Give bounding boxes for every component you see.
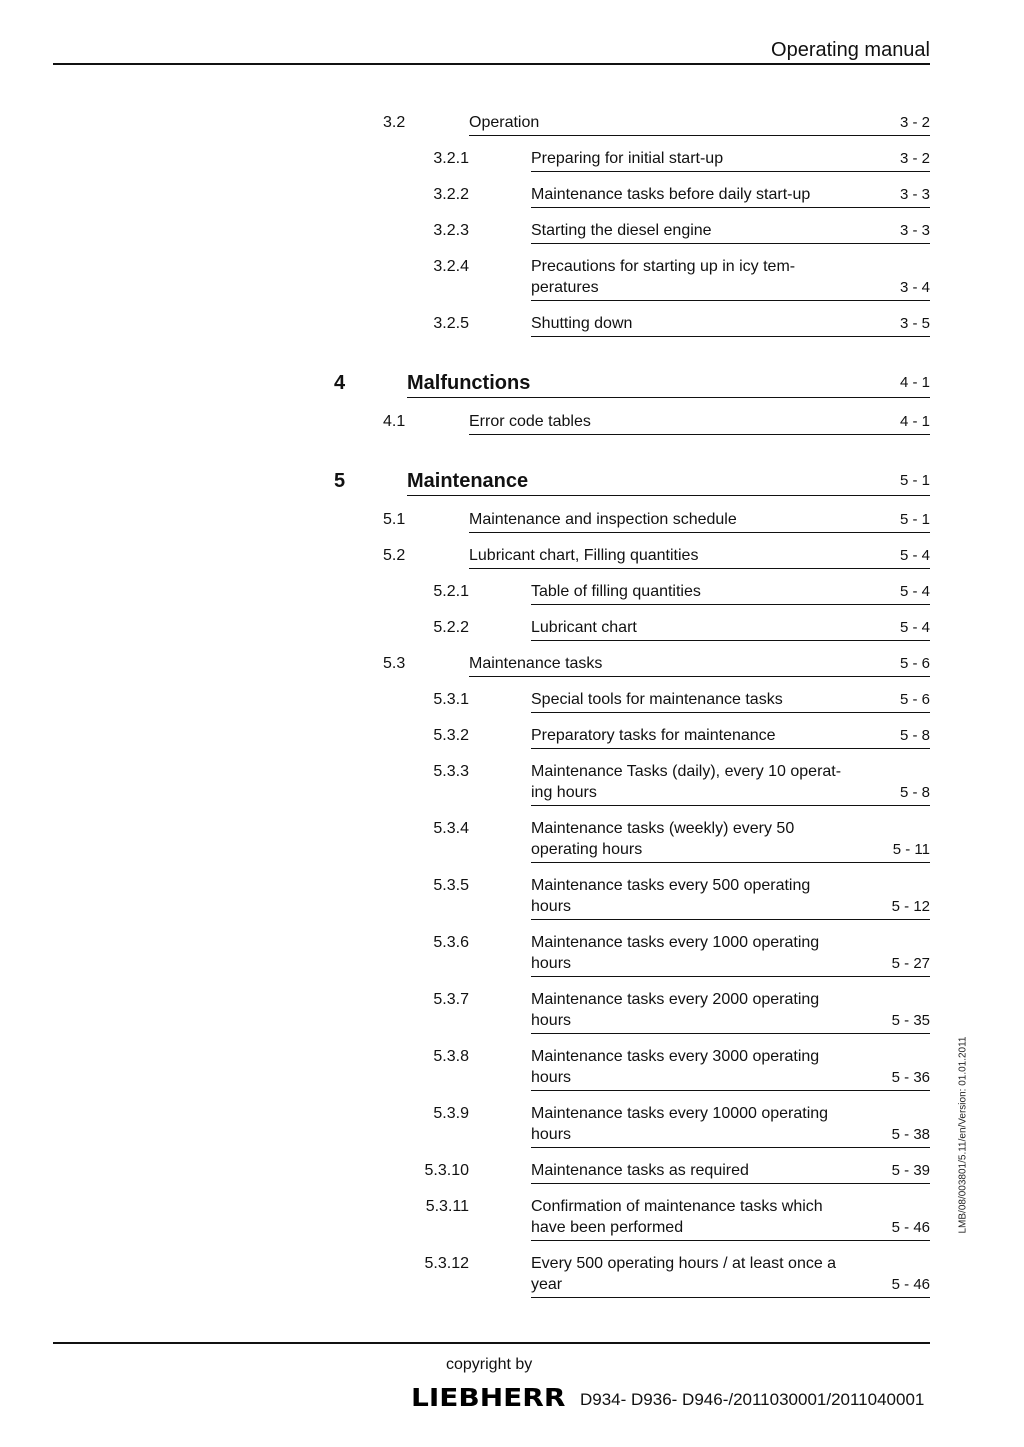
toc-entry-title-line: Maintenance and inspection schedule	[469, 511, 737, 528]
toc-entry-title	[469, 545, 930, 569]
toc-entry-title-line: Malfunctions	[407, 372, 531, 394]
toc-entry-title-line: hours	[531, 1126, 572, 1143]
toc-entry-title-line: Maintenance tasks every 10000 operating	[531, 1105, 829, 1122]
toc-entry-title-line: operating hours	[531, 841, 643, 858]
toc-entry-page: 5 - 35	[891, 1012, 930, 1029]
toc-entry-number: 5.3.2	[433, 727, 469, 744]
footer-rule	[53, 1342, 930, 1344]
toc-entry-number: 3.2.1	[433, 150, 469, 167]
toc-entry-number: 3.2	[383, 114, 406, 131]
toc-entry-title-line: peratures	[531, 279, 599, 296]
toc-entry-title-line: Starting the diesel engine	[531, 222, 712, 239]
toc-entry-title-line: Maintenance	[407, 470, 529, 492]
toc-entry-title	[531, 256, 930, 301]
toc-entry-page: 5 - 1	[899, 511, 930, 528]
toc-entry-title	[531, 617, 930, 641]
toc-entry-number: 5.3.6	[433, 934, 469, 951]
toc-entry-title	[531, 1103, 930, 1148]
toc-entry-title	[531, 875, 930, 920]
toc-entry-title	[531, 1046, 930, 1091]
toc-entry-page: 5 - 4	[899, 619, 930, 636]
toc-entry-title	[531, 581, 930, 605]
toc-entry-page: 4 - 1	[899, 374, 930, 391]
toc-entry-title-line: Preparatory tasks for maintenance	[531, 727, 776, 744]
toc-entry-title	[531, 184, 930, 208]
toc-entry-number: 3.2.5	[433, 315, 469, 332]
toc-entry-title-line: Table of filling quantities	[531, 583, 701, 600]
page-header-title: Operating manual	[771, 39, 930, 61]
toc-entry-page: 5 - 8	[899, 727, 930, 744]
toc-entry-title-line: Precautions for starting up in icy tem-	[531, 258, 796, 275]
toc-entry-title-line: Lubricant chart	[531, 619, 637, 636]
toc-entry-number: 5.3.8	[433, 1048, 469, 1065]
toc-entry-title	[531, 725, 930, 749]
toc-entry-page: 3 - 5	[899, 315, 930, 332]
toc-entry-title-line: Maintenance tasks as required	[531, 1162, 749, 1179]
toc-entry-title-line: ing hours	[531, 784, 597, 801]
toc-entry-title-line: Maintenance tasks every 3000 operating	[531, 1048, 820, 1065]
toc-entry-page: 5 - 46	[891, 1276, 930, 1293]
model-number: D934- D936- D946-/2011030001/2011040001	[580, 1390, 925, 1409]
toc-entry-title-line: have been performed	[531, 1219, 684, 1236]
toc-entry-title	[531, 1253, 930, 1298]
toc-entry-title-line: hours	[531, 1012, 572, 1029]
toc-entry-title-line: Preparing for initial start-up	[531, 150, 724, 167]
toc-entry-number: 5.2.2	[433, 619, 469, 636]
toc-entry-title-line: Operation	[469, 114, 540, 131]
toc-entry-title	[531, 932, 930, 977]
toc-entry-title	[531, 689, 930, 713]
toc-entry-title-line: Maintenance tasks every 500 operating	[531, 877, 811, 894]
toc-entry-number: 5.3	[383, 655, 406, 672]
toc-entry-title	[469, 112, 930, 136]
toc-entry-page: 5 - 36	[891, 1069, 930, 1086]
toc-entry-number: 5.3.12	[424, 1255, 469, 1272]
toc-entry-title	[531, 313, 930, 337]
toc-entry-title	[469, 411, 930, 435]
toc-entry-title-line: hours	[531, 898, 572, 915]
toc-entry-title	[407, 371, 930, 398]
liebherr-logo: LIEBHERR	[411, 1383, 566, 1412]
toc-entry-title	[531, 989, 930, 1034]
toc-entry-page: 5 - 39	[891, 1162, 930, 1179]
toc-entry-number: 5.3.5	[433, 877, 469, 894]
toc-entry-title-line: Every 500 operating hours / at least once a	[531, 1255, 837, 1272]
toc-entry-page: 5 - 1	[899, 472, 930, 489]
toc-entry-page: 3 - 2	[899, 114, 930, 131]
toc-entry-number: 5	[334, 470, 346, 492]
toc-entry-number: 5.2	[383, 547, 406, 564]
toc-entry-number: 4.1	[383, 413, 406, 430]
toc-entry-title-line: hours	[531, 955, 572, 972]
toc-entry-title-line: Maintenance tasks every 1000 operating	[531, 934, 820, 951]
toc-entry-title-line: Maintenance tasks every 2000 operating	[531, 991, 820, 1008]
toc-entry-title-line: Maintenance tasks	[469, 655, 603, 672]
toc-entry-title	[531, 761, 930, 806]
toc-entry-number: 5.3.4	[433, 820, 469, 837]
toc-entry-title-line: Special tools for maintenance tasks	[531, 691, 783, 708]
toc-entry-page: 5 - 6	[899, 655, 930, 672]
toc-entry-number: 5.1	[383, 511, 406, 528]
toc-entry-title-line: Maintenance tasks (weekly) every 50	[531, 820, 795, 837]
toc-entry-number: 3.2.2	[433, 186, 469, 203]
toc-entry-number: 3.2.3	[433, 222, 469, 239]
toc-entry-number: 5.3.3	[433, 763, 469, 780]
toc-entry-title	[531, 148, 930, 172]
toc-entry-page: 5 - 4	[899, 583, 930, 600]
toc-entry-title	[407, 469, 930, 496]
toc-entry-title-line: Error code tables	[469, 413, 591, 430]
toc-entry-page: 3 - 4	[899, 279, 930, 296]
toc-entry-title	[531, 1196, 930, 1241]
toc-entry-page: 4 - 1	[899, 413, 930, 430]
toc-entry-page: 5 - 12	[891, 898, 930, 915]
toc-entry-number: 5.3.7	[433, 991, 469, 1008]
toc-entry-title-line: Maintenance Tasks (daily), every 10 operat-	[531, 763, 842, 780]
toc-entry-title	[531, 818, 930, 863]
toc-entry-number: 5.3.1	[433, 691, 469, 708]
toc-entry-page: 3 - 3	[899, 222, 930, 239]
toc-entry-number: 3.2.4	[433, 258, 469, 275]
toc-entry-title-line: Shutting down	[531, 315, 633, 332]
toc-entry-title-line: year	[531, 1276, 563, 1293]
toc-entry-number: 5.2.1	[433, 583, 469, 600]
document-version-note: LMB/08/003801/5.11/en/Version: 01.01.2011	[957, 1036, 969, 1234]
toc-entry-page: 5 - 27	[891, 955, 930, 972]
toc-entry-page: 5 - 4	[899, 547, 930, 564]
toc-entry-page: 3 - 3	[899, 186, 930, 203]
toc-entry-title	[531, 220, 930, 244]
toc-entry-title	[531, 1160, 930, 1184]
toc-entry-page: 3 - 2	[899, 150, 930, 167]
toc-entry-page: 5 - 6	[899, 691, 930, 708]
toc-entry-title-line: Confirmation of maintenance tasks which	[531, 1198, 823, 1215]
toc-entry-number: 4	[334, 372, 346, 394]
copyright-label: copyright by	[446, 1356, 533, 1373]
toc-entry-title-line: hours	[531, 1069, 572, 1086]
toc-entry-page: 5 - 8	[899, 784, 930, 801]
toc-entry-page: 5 - 46	[891, 1219, 930, 1236]
toc-entry-title	[469, 509, 930, 533]
toc-entry-number: 5.3.10	[424, 1162, 469, 1179]
toc-entry-title-line: Lubricant chart, Filling quantities	[469, 547, 699, 564]
toc-entry-title-line: Maintenance tasks before daily start-up	[531, 186, 811, 203]
toc-entry-page: 5 - 38	[891, 1126, 930, 1143]
toc-entry-number: 5.3.9	[433, 1105, 469, 1122]
toc-entry-title	[469, 653, 930, 677]
toc-entry-number: 5.3.11	[425, 1198, 469, 1215]
toc-entry-page: 5 - 11	[892, 841, 930, 858]
